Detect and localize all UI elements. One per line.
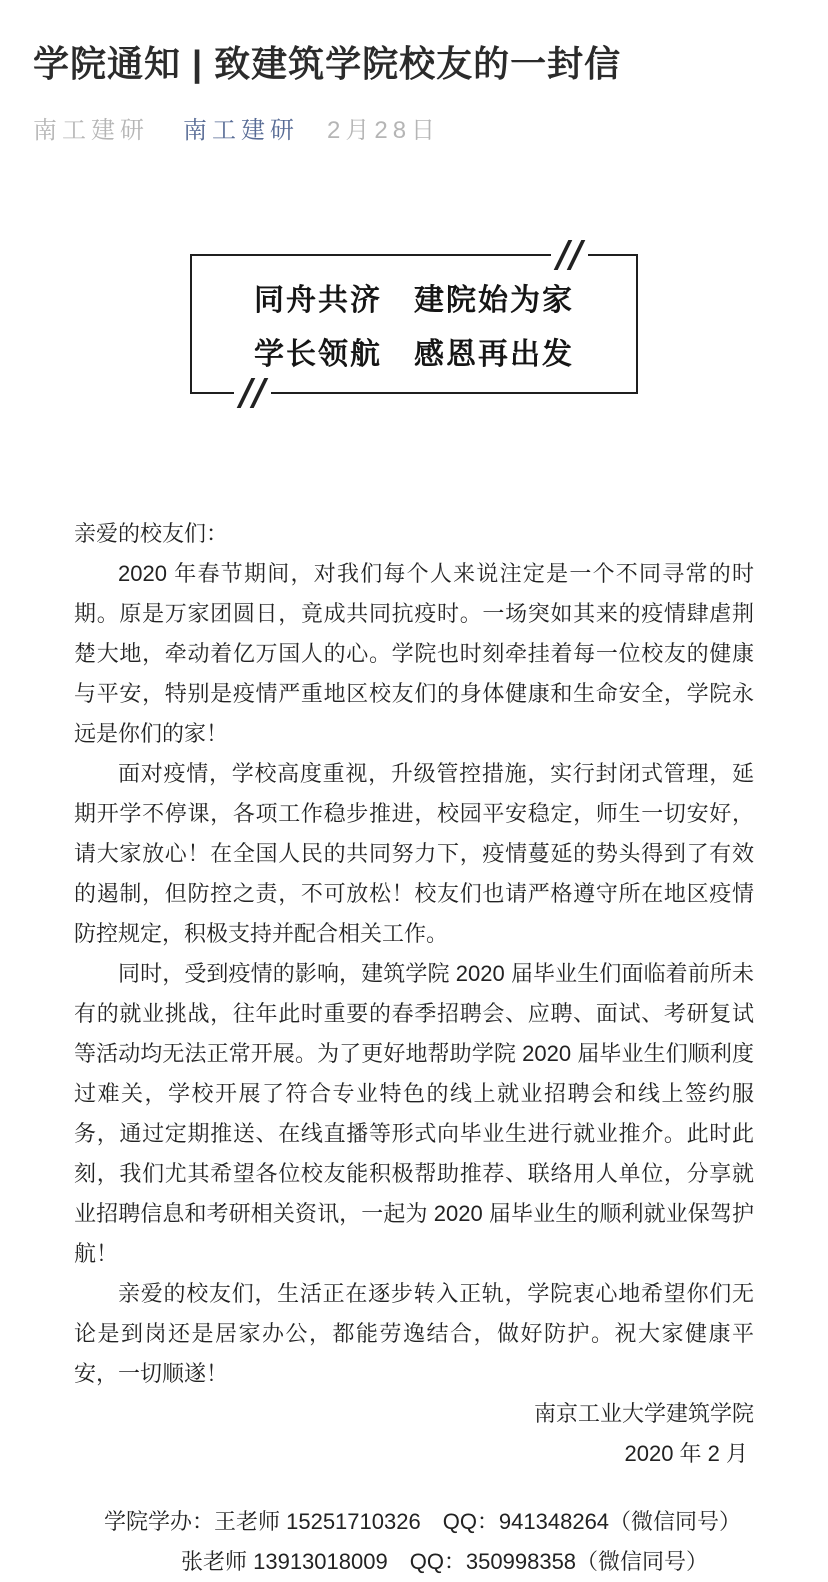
contact-line: 学院学办：王老师 15251710326 QQ：941348264（微信同号） bbox=[104, 1509, 742, 1534]
slogan-line-1: 同舟共济 建院始为家 bbox=[254, 284, 574, 317]
letter-paragraph: 2020 年春节期间，对我们每个人来说注定是一个不同寻常的时期。原是万家团圆日，竟成共同抗疫时。一场突如其来的疫情肆虐荆楚大地，牵动着亿万国人的心。学院也时刻牵挂着每一位校友的健康与平安，特别是疫情严重地区校友们的身体健康和生命安全，学院永远是你们的家！ bbox=[74, 561, 754, 746]
article-page bbox=[0, 38, 828, 1574]
byline-account-link[interactable]: 南工建研 bbox=[183, 117, 299, 144]
byline-date: 2月28日 bbox=[327, 117, 441, 144]
double-slash-icon bbox=[234, 378, 271, 408]
letter-paragraph: 亲爱的校友们，生活正在逐步转入正轨，学院衷心地希望你们无论是到岗还是居家办公，都能劳逸结合，做好防护。祝大家健康平安，一切顺遂！ bbox=[74, 1281, 754, 1386]
signature-date: 2020 年 2 月 bbox=[624, 1441, 748, 1466]
byline bbox=[33, 114, 795, 148]
contact-line: 张老师 13913018009 QQ：350998358（微信同号） bbox=[181, 1549, 709, 1574]
slogan-banner bbox=[190, 254, 638, 394]
letter-body bbox=[74, 514, 754, 1582]
byline-author: 南工建研 bbox=[33, 117, 149, 144]
letter-paragraph: 面对疫情，学校高度重视，升级管控措施，实行封闭式管理，延期开学不停课，各项工作稳步推进，校园平安稳定，师生一切安好，请大家放心！在全国人民的共同努力下，疫情蔓延的势头得到了有效的遏制，但防控之责，不可放松！校友们也请严格遵守所在地区疫情防控规定，积极支持并配合相关工作。 bbox=[74, 761, 754, 946]
contact-info bbox=[74, 1502, 754, 1582]
letter-salutation: 亲爱的校友们： bbox=[74, 521, 229, 546]
article-title: 学院通知 | 致建筑学院校友的一封信 bbox=[33, 43, 622, 84]
letter-paragraph: 同时，受到疫情的影响，建筑学院 2020 届毕业生们面临着前所未有的就业挑战，往年此时重要的春季招聘会、应聘、面试、考研复试等活动均无法正常开展。为了更好地帮助学院 2020 届毕业生们顺利度过难关，学校开展了符合专业特色的线上就业招聘会和线上签约服务，通过定期推送、在线直播等形式向毕业生进行就业推介。此时此刻，我们尤其希望各位校友能积极帮助推荐、联络用人单位，分享就业招聘信息和考研相关资讯，一起为 2020 届毕业生的顺利就业保驾护航！ bbox=[74, 961, 754, 1266]
double-slash-icon bbox=[551, 240, 588, 270]
slogan-line-2: 学长领航 感恩再出发 bbox=[254, 338, 574, 371]
signature-org: 南京工业大学建筑学院 bbox=[533, 1401, 754, 1426]
